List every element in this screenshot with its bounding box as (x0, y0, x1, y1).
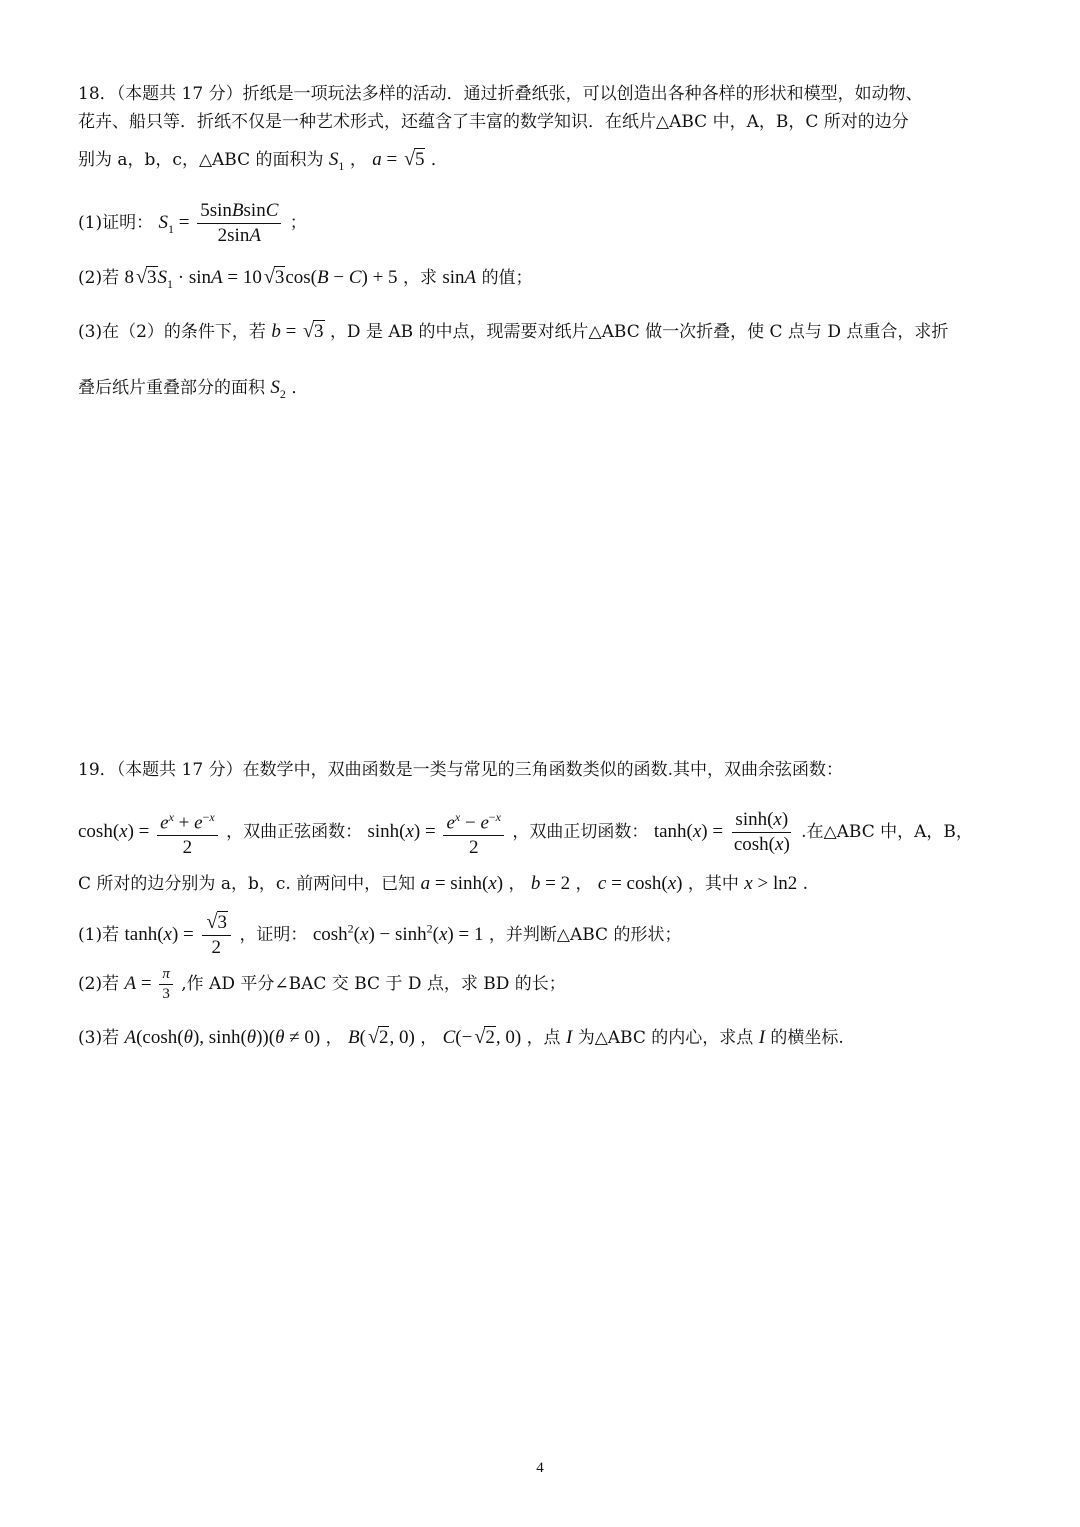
q18-line-3-text: 别为 a，b，c，△ABC 的面积为 (78, 150, 324, 170)
formula-b-equals-2: b = 2 (530, 873, 571, 894)
formula-part2-condition: 8 √ $3S_1 \cdot \sin A = 10$ √ 3cos(B − C) + 5 (124, 266, 398, 291)
q19-part-1 (78, 912, 681, 959)
q19-part-3 (78, 1026, 844, 1050)
q18-part-3-line-2 (78, 376, 308, 406)
q19-part-1-mid: ，证明： (239, 924, 308, 945)
formula-a-equals-sqrt5: a = √ 5 (372, 148, 425, 170)
q18-part-3-end: ． (291, 378, 309, 398)
q18-part-3-text-c: 叠后纸片重叠部分的面积 (78, 378, 265, 398)
q18-part-2-mid: ，求 (402, 268, 437, 288)
q18-part-2-end: 的值； (481, 268, 533, 288)
q18-line-1: 18．（本题共 17 分）折纸是一项玩法多样的活动．通过折叠纸张，可以创造出各种各样的形状和模型，如动物、 (78, 84, 923, 104)
q19-line-2-tail: .在△ABC 中，A，B， (801, 822, 973, 843)
q18-part-2 (78, 266, 533, 296)
formula-point-c: C(− √ 2, 0) (442, 1026, 522, 1048)
q19-part-3-sep: ， (325, 1028, 343, 1048)
formula-point-a: A(cosh(θ), sinh(θ))(θ ≠ 0) (124, 1027, 321, 1048)
q19-line-2-sep-2: ，双曲正切函数： (512, 822, 649, 843)
formula-point-i: I (565, 1027, 573, 1048)
q18-part-3-text-a: (3)在（2）的条件下，若 (78, 322, 266, 342)
q19-line-2 (78, 806, 973, 859)
formula-a-equals-pi-3: A = $\frac{\pi}{3}$ (125, 973, 176, 994)
q19-line-1: 19．（本题共 17 分）在数学中，双曲函数是一类与常见的三角函数类似的函数.其中，双曲余弦函数： (78, 760, 843, 780)
page-number: 4 (536, 1460, 544, 1476)
q19-part-3-end: 的横坐标. (770, 1028, 844, 1048)
formula-a-sinh: a = sinh(x) (420, 873, 504, 894)
q18-part-1-end: ； (289, 212, 307, 233)
q19-part-2 (78, 966, 566, 1003)
q19-line-3-sep-1: ， (508, 874, 526, 894)
q19-part-3-mid-2: 为△ABC 的内心，求点 (577, 1028, 754, 1048)
q19-part-1-end: ，并判断△ABC 的形状； (488, 924, 682, 945)
formula-s1: $S_1$ (328, 149, 345, 173)
q18-part-2-label: (2)若 (78, 268, 120, 288)
formula-cosh-def: cosh(x) = $\frac{e^x + e^{-x}}{2}$ (78, 821, 221, 842)
q19-line-2-sep-1: ，双曲正弦函数： (226, 822, 363, 843)
formula-tanh-def: tanh(x) = $\frac{\sinh(x)}{\cosh(x)}$ (653, 809, 790, 856)
q18-part-1-label: (1)证明： (78, 212, 154, 233)
q18-line-3-comma: ， (349, 150, 367, 170)
formula-b-equals-sqrt3: b = √ 3 (271, 320, 324, 342)
formula-cosh-sinh-identity: $\cosh^2(x) - \sinh^2(x) = 1$ (312, 921, 484, 945)
q19-line-3-text-b: ，其中 (687, 874, 739, 894)
q19-part-2-text: ,作 AD 平分∠BAC 交 BC 于 D 点，求 BD 的长； (181, 973, 566, 994)
formula-s2: $S_2$ (270, 377, 286, 401)
q19-part-2-label: (2)若 (78, 973, 120, 994)
q18-part-3-text-b: ，D 是 AB 的中点，现需要对纸片△ABC 做一次折叠，使 C 点与 D 点重合，求折 (329, 322, 949, 342)
q19-line-3-sep-2: ， (575, 874, 593, 894)
q18-part-1 (78, 200, 307, 247)
q19-line-3-end: . (802, 874, 809, 894)
q19-part-3-mid: ，点 (526, 1028, 561, 1048)
formula-tanh-value: tanh(x) = √ 3 2 (125, 924, 235, 945)
formula-s1-identity: $S_1$ = $\frac{\text{5sinBsinC}}{2\sin A}$ (159, 212, 285, 233)
formula-sinh-def: sinh(x) = $\frac{e^x - e^{-x}}{2}$ (367, 821, 507, 842)
q18-part-3-line-1 (78, 320, 948, 344)
formula-point-i-2: I (758, 1027, 766, 1048)
q18-line-2: 花卉、船只等．折纸不仅是一种艺术形式，还蕴含了丰富的数学知识．在纸片△ABC 中，A，B，C 所对的边分 (78, 112, 909, 132)
formula-sin-a: sinA (442, 267, 477, 288)
q19-line-3-text-a: C 所对的边分别为 a，b，c. 前两问中，已知 (78, 874, 416, 894)
formula-point-b: B( √ 2, 0) (348, 1026, 415, 1048)
q19-part-3-label: (3)若 (78, 1028, 120, 1048)
q19-part-3-sep-2: ， (420, 1028, 438, 1048)
q19-line-3 (78, 872, 808, 896)
q18-line-3-end: ． (430, 150, 448, 170)
q18-line-3 (78, 148, 448, 178)
formula-x-gt-ln2: x > ln2 (744, 873, 798, 894)
formula-c-cosh: c = cosh(x) (597, 873, 683, 894)
q19-part-1-label: (1)若 (78, 924, 120, 945)
